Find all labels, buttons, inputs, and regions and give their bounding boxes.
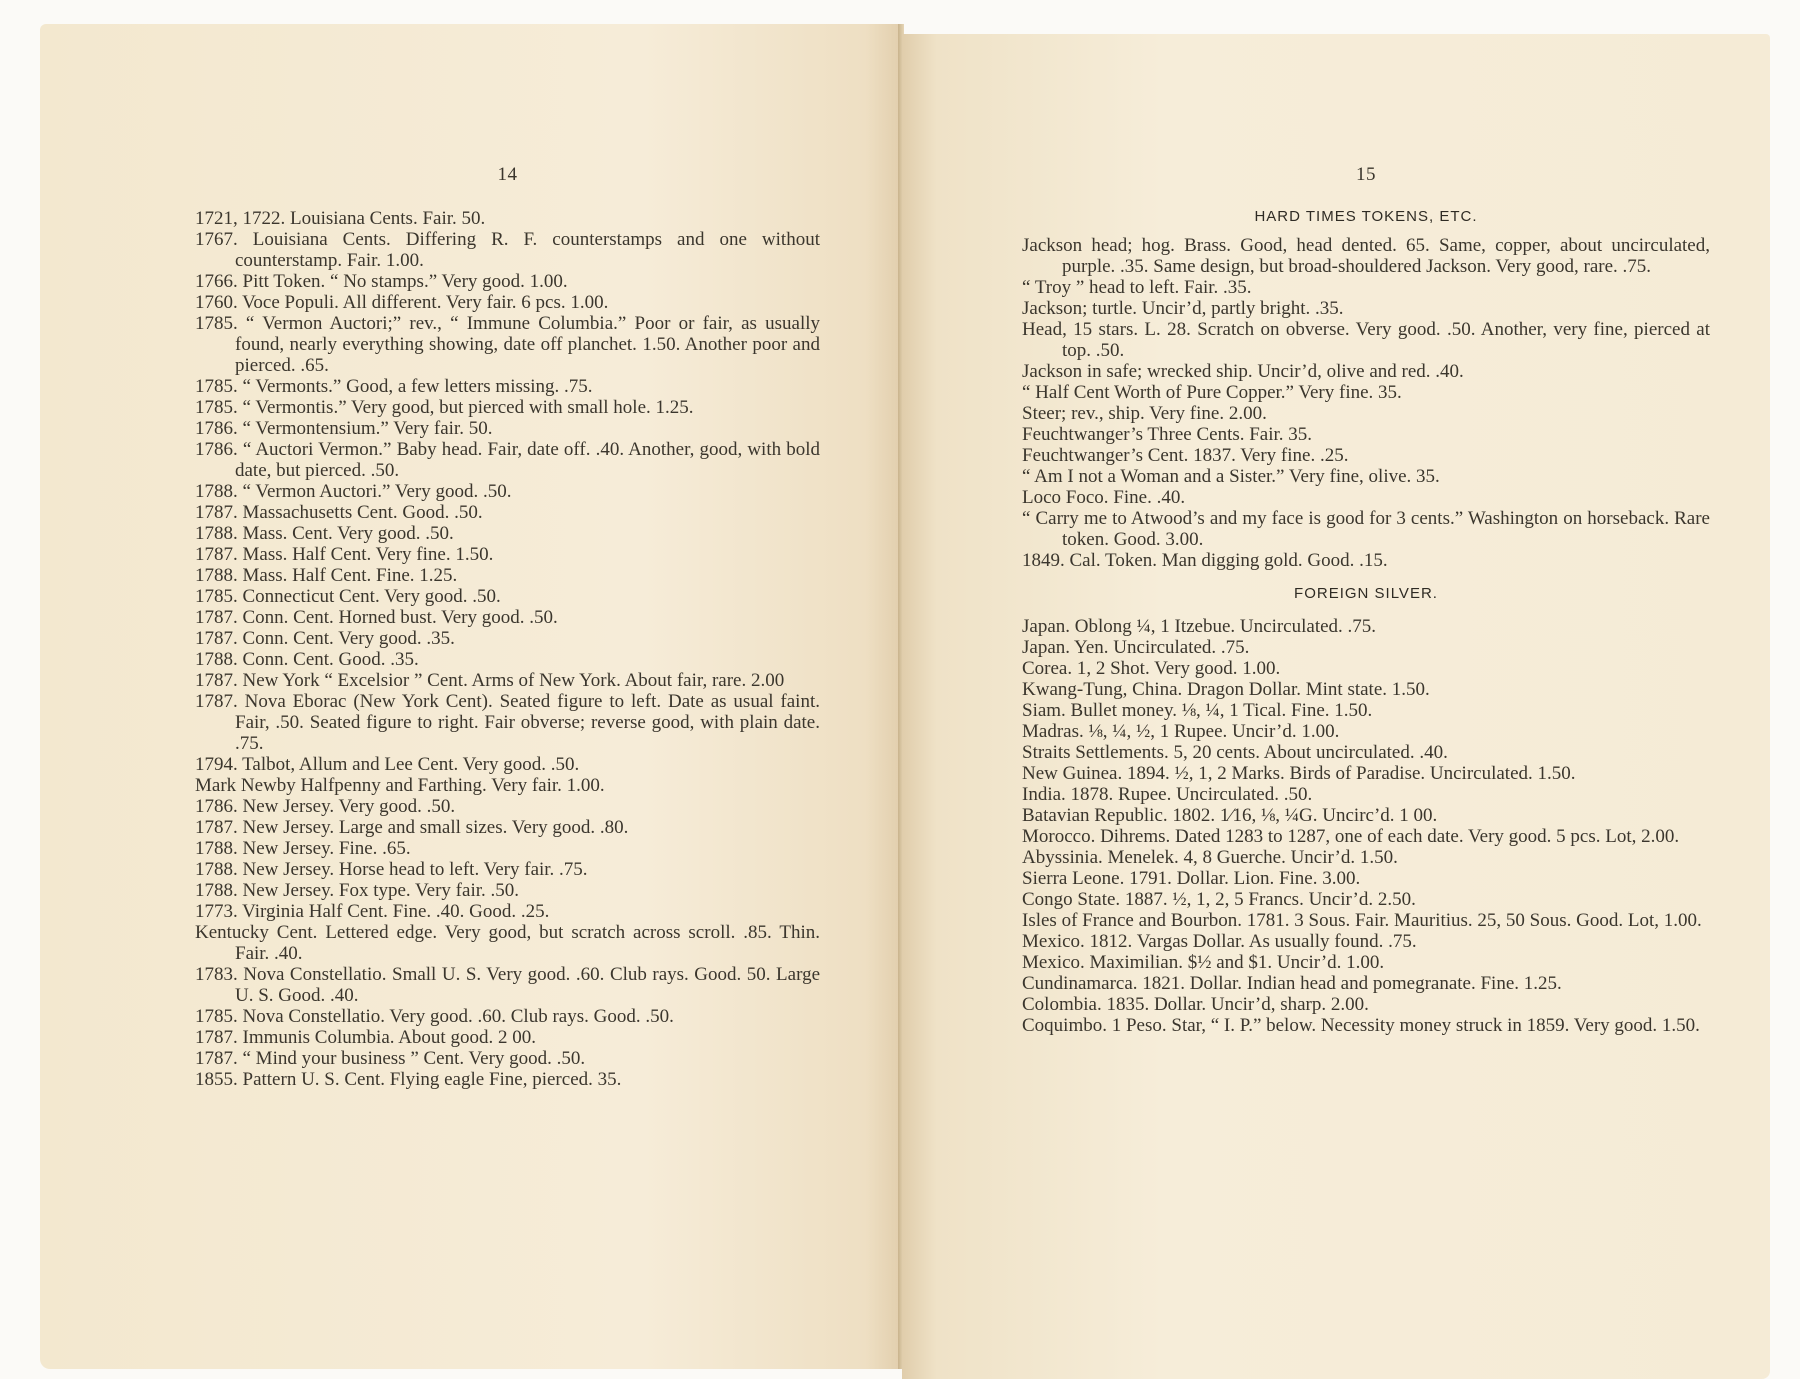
catalog-entry: 1785. Nova Constellatio. Very good. .60. Club rays. Good. .50.	[195, 1006, 674, 1027]
catalog-entry: Sierra Leone. 1791. Dollar. Lion. Fine. 3.00.	[1022, 868, 1361, 889]
catalog-entry: 1787. New York “ Excelsior ” Cent. Arms of New York. About fair, rare. 2.00	[195, 670, 785, 691]
catalog-entry: 1794. Talbot, Allum and Lee Cent. Very good. .50.	[195, 754, 580, 775]
catalog-entry: 1787. Immunis Columbia. About good. 2 00.	[195, 1027, 536, 1048]
catalog-entry: Head, 15 stars. L. 28. Scratch on obverse. Very good. .50. Another, very fine, pierced at top. .50.	[1022, 319, 1710, 361]
catalog-entry: 1785. “ Vermon Auctori;” rev., “ Immune Columbia.” Poor or fair, as usually found, nearly everything showing, date off planchet. 1.50. Another poor and pierced. .65.	[195, 313, 820, 376]
catalog-entry: 1788. New Jersey. Horse head to left. Very fair. .75.	[195, 859, 588, 880]
catalog-entry: Cundinamarca. 1821. Dollar. Indian head and pomegranate. Fine. 1.25.	[1022, 973, 1562, 994]
catalog-entry: 1788. New Jersey. Fine. .65.	[195, 838, 411, 859]
catalog-entry: 1760. Voce Populi. All different. Very fair. 6 pcs. 1.00.	[195, 292, 609, 313]
catalog-entry: India. 1878. Rupee. Uncirculated. .50.	[1022, 784, 1313, 805]
catalog-entry: 1785. Connecticut Cent. Very good. .50.	[195, 586, 501, 607]
catalog-entry: 1787. New Jersey. Large and small sizes. Very good. .80.	[195, 817, 629, 838]
catalog-entry: “ Carry me to Atwood’s and my face is good for 3 cents.” Washington on horseback. Rare token. Good. 3.00.	[1022, 508, 1710, 550]
section-heading: FOREIGN SILVER.	[1294, 585, 1438, 602]
catalog-entry: Abyssinia. Menelek. 4, 8 Guerche. Uncir’d. 1.50.	[1022, 847, 1398, 868]
catalog-entry: 1783. Nova Constellatio. Small U. S. Very good. .60. Club rays. Good. 50. Large U. S. Good. .40.	[195, 964, 820, 1006]
catalog-entry: Feuchtwanger’s Cent. 1837. Very fine. .25.	[1022, 445, 1349, 466]
entry-list	[1022, 235, 1710, 571]
catalog-entry: Morocco. Dihrems. Dated 1283 to 1287, one of each date. Very good. 5 pcs. Lot, 2.00.	[1022, 826, 1680, 847]
catalog-entry: “ Half Cent Worth of Pure Copper.” Very fine. 35.	[1022, 382, 1402, 403]
catalog-entry: 1787. Conn. Cent. Very good. .35.	[195, 628, 455, 649]
catalog-entry: Congo State. 1887. ½, 1, 2, 5 Francs. Uncir’d. 2.50.	[1022, 889, 1416, 910]
catalog-entry: Mexico. 1812. Vargas Dollar. As usually found. .75.	[1022, 931, 1417, 952]
catalog-entry: 1766. Pitt Token. “ No stamps.” Very good. 1.00.	[195, 271, 568, 292]
catalog-entry: 1786. “ Vermontensium.” Very fair. 50.	[195, 418, 493, 439]
right-page	[902, 34, 1770, 1379]
catalog-entry: 1787. Massachusetts Cent. Good. .50.	[195, 502, 483, 523]
catalog-entry: New Guinea. 1894. ½, 1, 2 Marks. Birds of Paradise. Uncirculated. 1.50.	[1022, 763, 1576, 784]
catalog-entry: Jackson; turtle. Uncir’d, partly bright. .35.	[1022, 298, 1344, 319]
catalog-entry: Japan. Yen. Uncirculated. .75.	[1022, 637, 1250, 658]
catalog-entry: Kwang-Tung, China. Dragon Dollar. Mint state. 1.50.	[1022, 679, 1430, 700]
catalog-entry: “ Troy ” head to left. Fair. .35.	[1022, 277, 1252, 298]
catalog-entry: Mark Newby Halfpenny and Farthing. Very fair. 1.00.	[195, 775, 605, 796]
page-number: 14	[497, 164, 518, 185]
catalog-entry: 1787. Mass. Half Cent. Very fine. 1.50.	[195, 544, 494, 565]
catalog-entry: 1785. “ Vermonts.” Good, a few letters missing. .75.	[195, 376, 593, 397]
catalog-entry: Loco Foco. Fine. .40.	[1022, 487, 1186, 508]
catalog-entry: Siam. Bullet money. ⅛, ¼, 1 Tical. Fine. 1.50.	[1022, 700, 1373, 721]
catalog-entry: Isles of France and Bourbon. 1781. 3 Sous. Fair. Mauritius. 25, 50 Sous. Good. Lot, 1.00.	[1022, 910, 1702, 931]
catalog-entry: “ Am I not a Woman and a Sister.” Very fine, olive. 35.	[1022, 466, 1440, 487]
catalog-entry: 1773. Virginia Half Cent. Fine. .40. Good. .25.	[195, 901, 550, 922]
catalog-entry: 1785. “ Vermontis.” Very good, but pierced with small hole. 1.25.	[195, 397, 694, 418]
catalog-entry: Jackson in safe; wrecked ship. Uncir’d, olive and red. .40.	[1022, 361, 1464, 382]
catalog-entry: Kentucky Cent. Lettered edge. Very good, but scratch across scroll. .85. Thin. Fair. .40.	[195, 922, 820, 964]
catalog-entry: Feuchtwanger’s Three Cents. Fair. 35.	[1022, 424, 1313, 445]
entry-list	[195, 208, 820, 1090]
catalog-entry: 1787. “ Mind your business ” Cent. Very good. .50.	[195, 1048, 586, 1069]
catalog-entry: Coquimbo. 1 Peso. Star, “ I. P.” below. Necessity money struck in 1859. Very good. 1.50.	[1022, 1015, 1700, 1036]
catalog-entry: Steer; rev., ship. Very fine. 2.00.	[1022, 403, 1267, 424]
catalog-entry: 1855. Pattern U. S. Cent. Flying eagle Fine, pierced. 35.	[195, 1069, 622, 1090]
catalog-entry: Japan. Oblong ¼, 1 Itzebue. Uncirculated. .75.	[1022, 616, 1377, 637]
catalog-entry: 1849. Cal. Token. Man digging gold. Good. .15.	[1022, 550, 1388, 571]
catalog-entry: 1767. Louisiana Cents. Differing R. F. counterstamps and one without counterstamp. Fair. 1.00.	[195, 229, 820, 271]
catalog-entry: 1721, 1722. Louisiana Cents. Fair. 50.	[195, 208, 486, 229]
catalog-entry: Mexico. Maximilian. $½ and $1. Uncir’d. 1.00.	[1022, 952, 1385, 973]
catalog-entry: Batavian Republic. 1802. 1⁄16, ⅛, ¼G. Uncirc’d. 1 00.	[1022, 805, 1438, 826]
catalog-entry: 1787. Nova Eborac (New York Cent). Seated figure to left. Date as usual faint. Fair, .50. Seated figure to right. Fair obverse; reverse good, with plain date. .75.	[195, 691, 820, 754]
catalog-entry: 1788. Mass. Cent. Very good. .50.	[195, 523, 454, 544]
catalog-entry: 1788. Mass. Half Cent. Fine. 1.25.	[195, 565, 458, 586]
catalog-entry: 1786. New Jersey. Very good. .50.	[195, 796, 456, 817]
catalog-entry: 1788. “ Vermon Auctori.” Very good. .50.	[195, 481, 512, 502]
catalog-entry: Straits Settlements. 5, 20 cents. About uncirculated. .40.	[1022, 742, 1448, 763]
catalog-entry: Jackson head; hog. Brass. Good, head dented. 65. Same, copper, about uncirculated, purple. .35. Same design, but broad-shouldered Jackson. Very good, rare. .75.	[1022, 235, 1710, 277]
page-number: 15	[1356, 164, 1376, 185]
catalog-entry: Corea. 1, 2 Shot. Very good. 1.00.	[1022, 658, 1281, 679]
catalog-entry: 1787. Conn. Cent. Horned bust. Very good. .50.	[195, 607, 558, 628]
catalog-entry: 1788. New Jersey. Fox type. Very fair. .50.	[195, 880, 520, 901]
left-page	[40, 24, 900, 1369]
entry-list	[1022, 616, 1710, 1036]
catalog-entry: Colombia. 1835. Dollar. Uncir’d, sharp. 2.00.	[1022, 994, 1369, 1015]
section-heading: HARD TIMES TOKENS, ETC.	[1254, 208, 1478, 225]
catalog-entry: Madras. ⅛, ¼, ½, 1 Rupee. Uncir’d. 1.00.	[1022, 721, 1340, 742]
catalog-entry: 1788. Conn. Cent. Good. .35.	[195, 649, 419, 670]
catalog-entry: 1786. “ Auctori Vermon.” Baby head. Fair, date off. .40. Another, good, with bold date, but pierced. .50.	[195, 439, 820, 481]
